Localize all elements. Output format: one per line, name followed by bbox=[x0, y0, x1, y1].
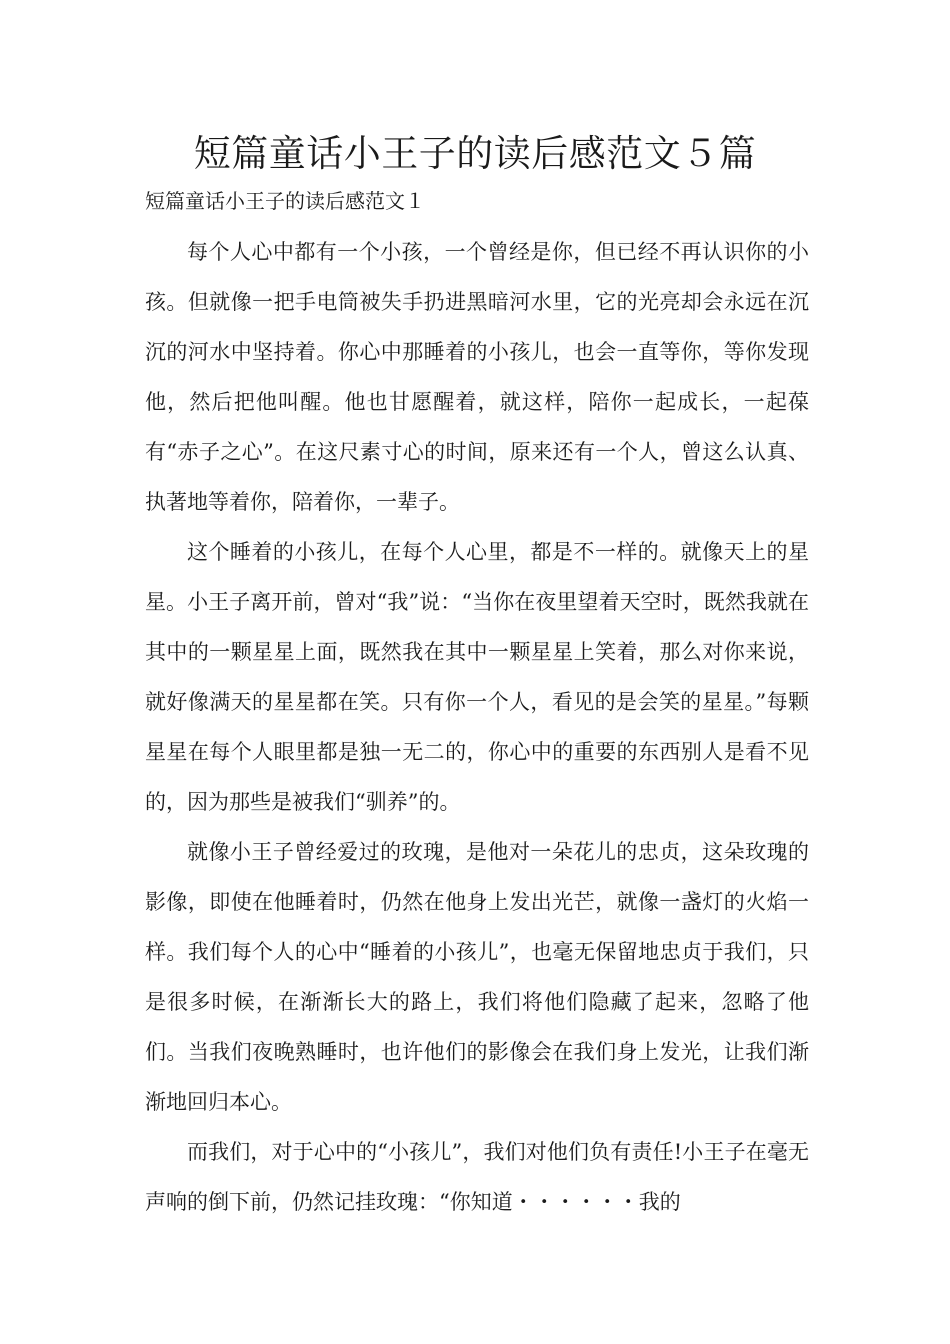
section-heading: 短篇童话小王子的读后感范文１ bbox=[145, 189, 425, 213]
paragraph-2: 这个睡着的小孩儿，在每个人心里，都是不一样的。就像天上的星星。小王子离开前，曾对“我”说：“当你在夜里望着天空时，既然我就在其中的一颗星星上面，既然我在其中一颗星星上笑着，那么对你来说，就好像满天的星星都在笑。只有你一个人，看见的是会笑的星星。”每颗星星在每个人眼里都是独一无二的，你心中的重要的东西别人是看不见的，因为那些是被我们“驯养”的。 bbox=[145, 540, 809, 814]
paragraph-3: 就像小王子曾经爱过的玫瑰，是他对一朵花儿的忠贞，这朵玫瑰的影像，即使在他睡着时，仍然在他身上发出光芒，就像一盏灯的火焰一样。我们每个人的心中“睡着的小孩儿”，也毫无保留地忠贞于我们，只是很多时候，在渐渐长大的路上，我们将他们隐藏了起来，忽略了他们。当我们夜晚熟睡时，也许他们的影像会在我们身上发光，让我们渐渐地回归本心。 bbox=[145, 840, 809, 1114]
paragraph-4: 而我们，对于心中的“小孩儿”，我们对他们负有责任!小王子在毫无声响的倒下前，仍然记挂玫瑰：“你知道・・・・・・我的 bbox=[145, 1140, 809, 1214]
paragraph-1: 每个人心中都有一个小孩，一个曾经是你，但已经不再认识你的小孩。但就像一把手电筒被失手扔进黑暗河水里，它的光亮却会永远在沉沉的河水中坚持着。你心中那睡着的小孩儿，也会一直等你，等你发现他，然后把他叫醒。他也甘愿醒着，就这样，陪你一起成长，一起葆有“赤子之心”。在这尺素寸心的时间，原来还有一个人，曾这么认真、执著地等着你，陪着你，一辈子。 bbox=[145, 240, 809, 514]
document-title: 短篇童话小王子的读后感范文５篇 bbox=[193, 132, 757, 175]
document-body bbox=[145, 227, 809, 1227]
